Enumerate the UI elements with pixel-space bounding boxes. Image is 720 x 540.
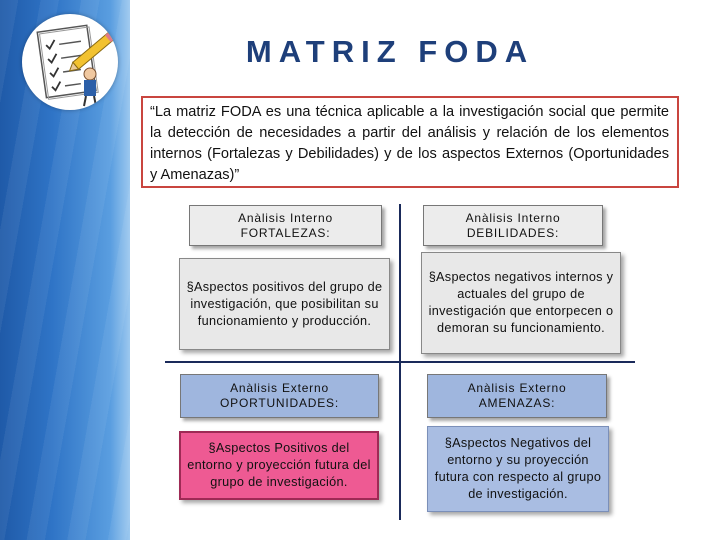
horizontal-divider (165, 361, 635, 363)
debilidades-body: §Aspectos negativos internos y actuales del grupo de investigación que entorpecen o demoran su funcionamiento. (421, 252, 621, 354)
fortalezas-header-line2: FORTALEZAS: (240, 225, 331, 240)
debilidades-header-line2: DEBILIDADES: (466, 225, 560, 240)
oportunidades-header-line1: Anàlisis Externo (230, 381, 329, 395)
oportunidades-body: §Aspectos Positivos del entorno y proyección futura del grupo de investigación. (179, 431, 379, 500)
oportunidades-header (180, 374, 379, 418)
fortalezas-body: §Aspectos positivos del grupo de investigación, que posibilitan su funcionamiento y producción. (179, 258, 390, 350)
fortalezas-header-line1: Anàlisis Interno (238, 210, 333, 225)
page-title: MATRIZ FODA (245, 34, 535, 69)
amenazas-body: §Aspectos Negativos del entorno y su proyección futura con respecto al grupo de investigación. (427, 426, 609, 512)
amenazas-header-line1: Anàlisis Externo (467, 381, 567, 395)
checklist-pencil-person-icon (22, 14, 118, 110)
fortalezas-header (189, 205, 382, 246)
definition-quote: “La matriz FODA es una técnica aplicable a la investigación social que permite la detección de necesidades a partir del análisis y relación de los elementos internos (Fortalezas y Debilidades) y de los aspectos Externos (Oportunidades y Amenazas)” (141, 96, 679, 188)
amenazas-header (427, 374, 607, 418)
debilidades-header-line1: Anàlisis Interno (465, 210, 561, 225)
debilidades-header (423, 205, 603, 246)
oportunidades-header-line2: OPORTUNIDADES: (220, 396, 339, 410)
logo-drawing (22, 14, 118, 110)
amenazas-header-line2: AMENAZAS: (478, 396, 556, 410)
